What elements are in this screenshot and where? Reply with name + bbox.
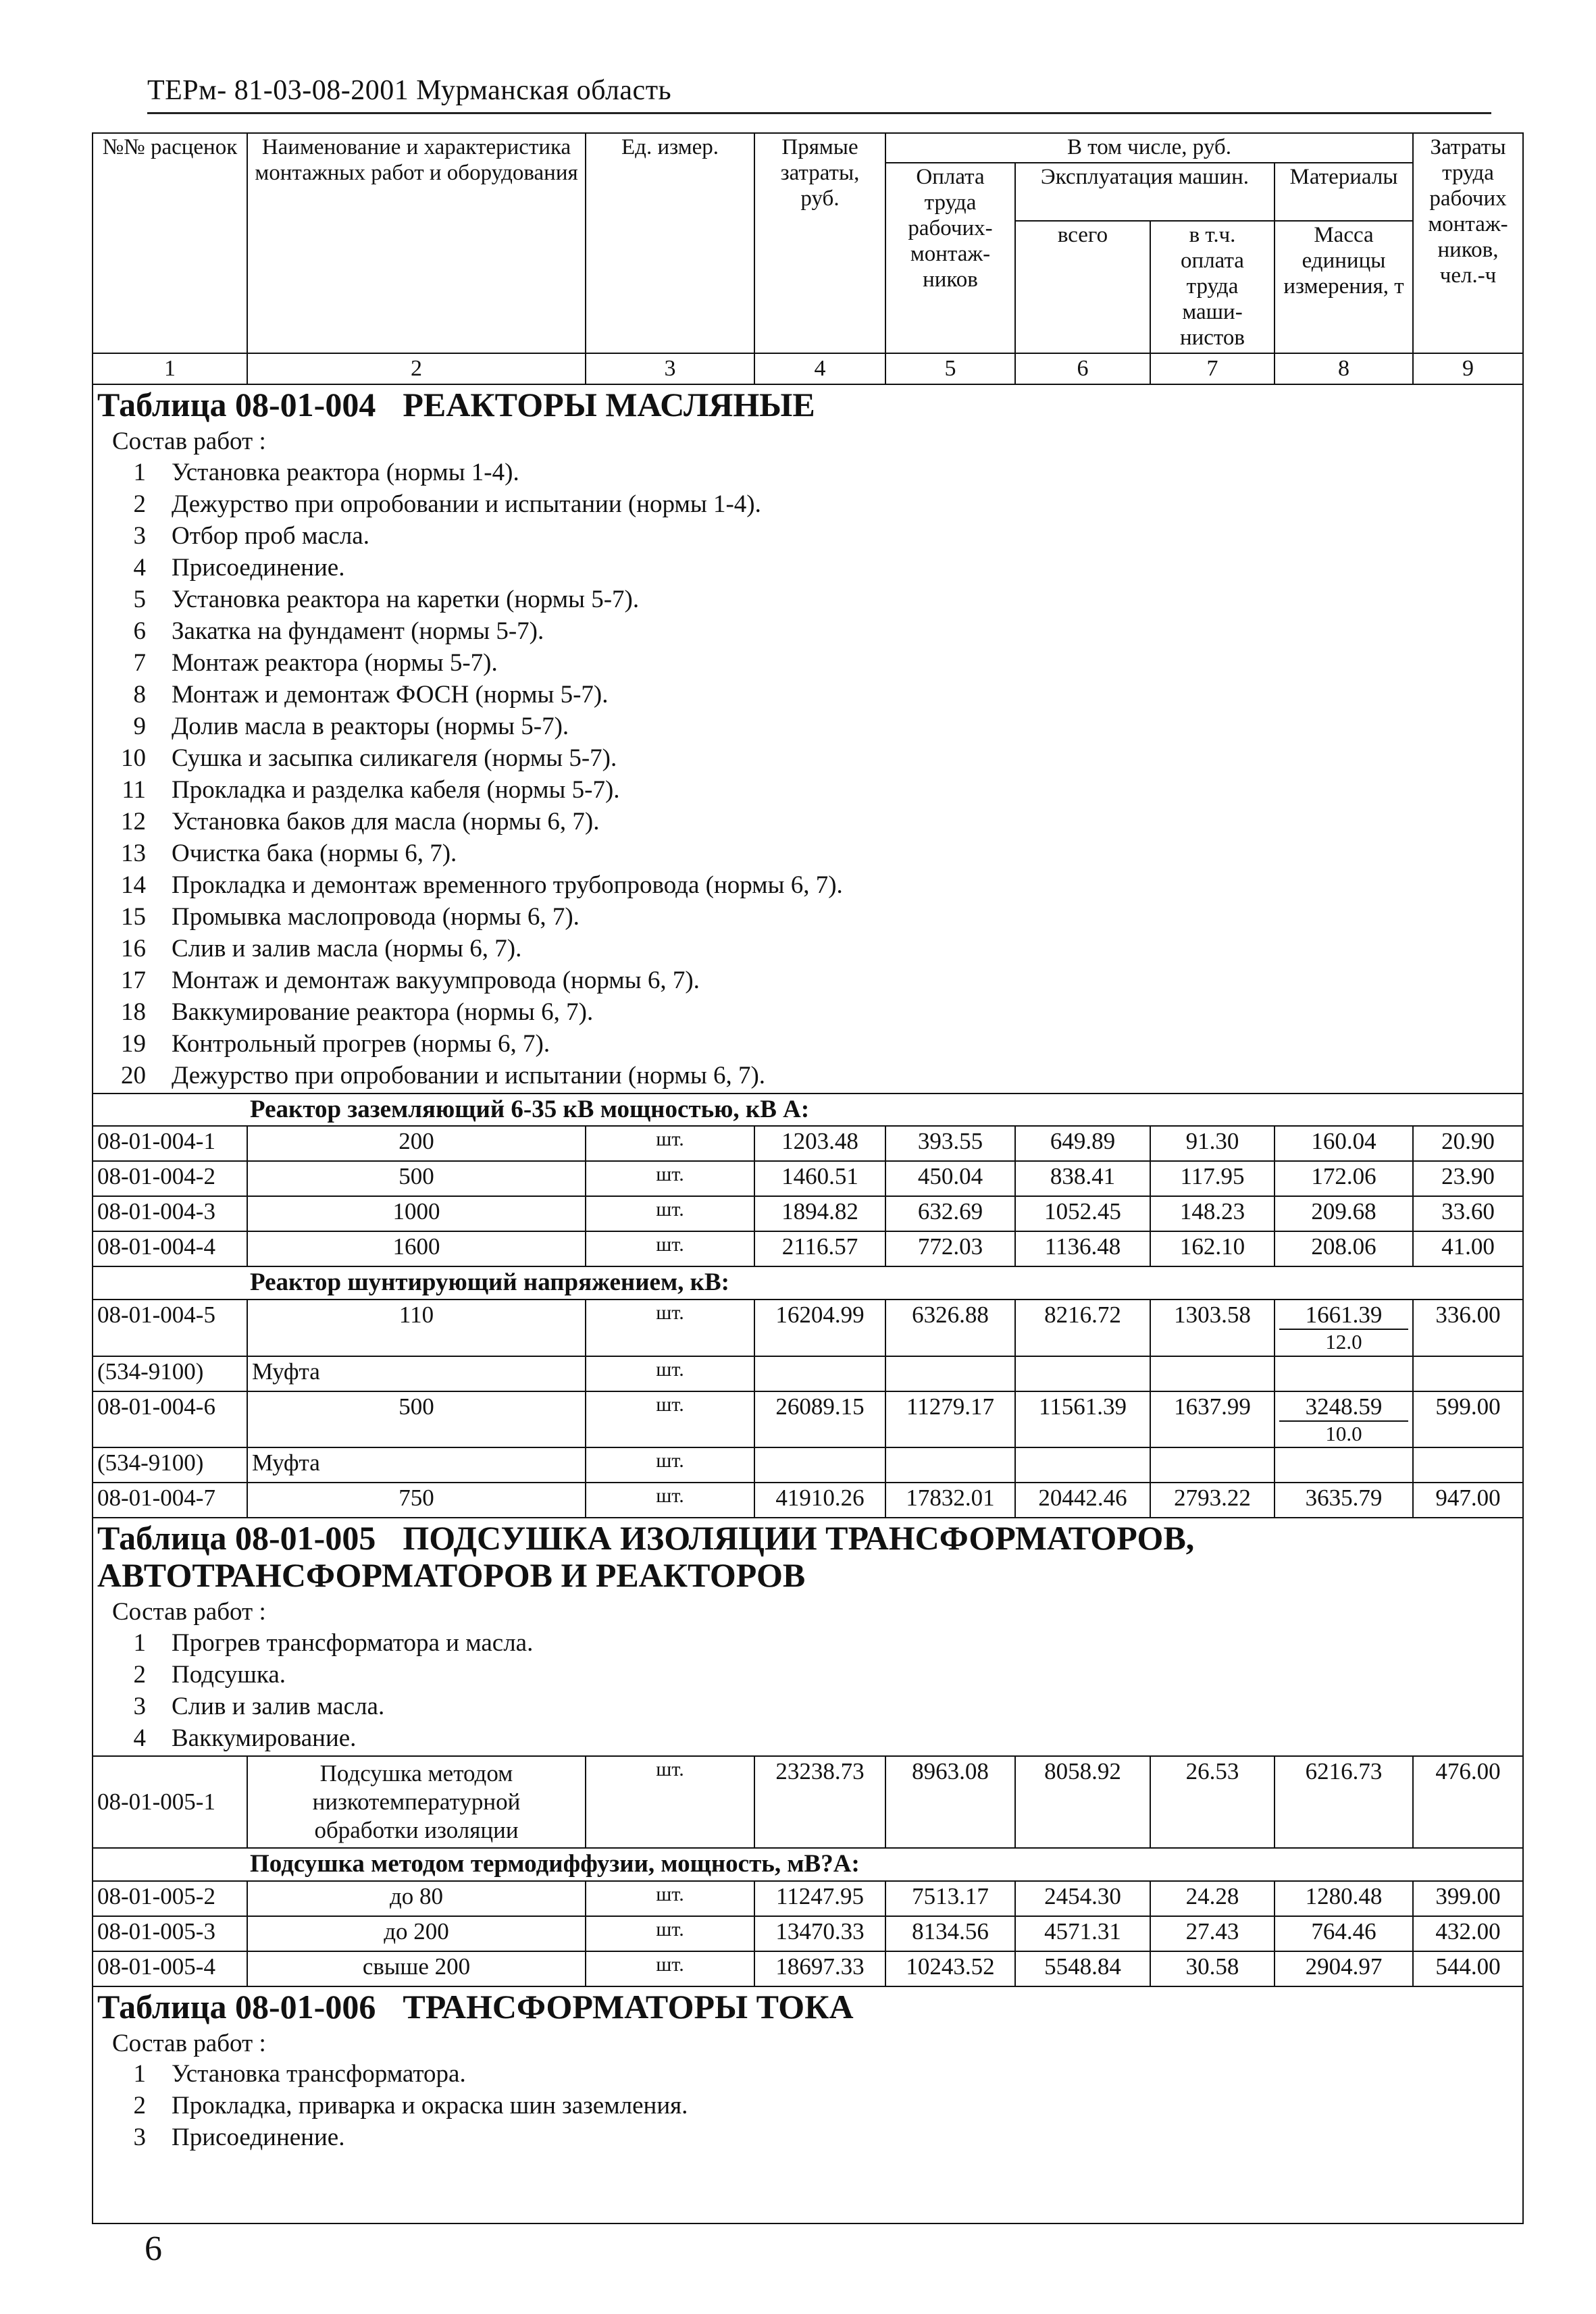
- col-number: 7: [1150, 353, 1275, 384]
- unit-mass: 12.0: [1325, 1329, 1362, 1354]
- table-row: [93, 1161, 1523, 1196]
- table-row: [93, 1951, 1523, 1986]
- table-row: [93, 1756, 1523, 1848]
- work-item-text: Очистка бака (нормы 6, 7).: [172, 839, 457, 867]
- col-head-machines: Эксплуатация машин.: [1015, 163, 1275, 221]
- work-item: [97, 2122, 1518, 2153]
- wages: 17832.01: [885, 1483, 1015, 1518]
- wages: 393.55: [885, 1126, 1015, 1161]
- work-item-text: Ваккумирование.: [172, 1724, 357, 1752]
- work-item-text: Отбор проб масла.: [172, 521, 369, 550]
- work-item-text: Установка трансформатора.: [172, 2060, 466, 2088]
- work-item: [97, 2090, 1518, 2122]
- col-head-codes: №№ расценок: [93, 133, 247, 353]
- materials-cost: 160.04: [1275, 1126, 1413, 1161]
- work-item: [97, 615, 1518, 647]
- col-number: 2: [247, 353, 586, 384]
- machinist-wages: 148.23: [1150, 1196, 1275, 1231]
- work-item-text: Установка реактора (нормы 1-4).: [172, 458, 519, 486]
- table-name: ПОДСУШКА ИЗОЛЯЦИИ ТРАНСФОРМАТОРОВ,: [403, 1519, 1195, 1558]
- work-item-number: 7: [133, 648, 146, 677]
- work-item-text: Установка баков для масла (нормы 6, 7).: [172, 807, 600, 835]
- rate-code: 08-01-005-1: [93, 1756, 247, 1848]
- work-item-number: 1: [133, 2060, 146, 2088]
- work-item: [97, 711, 1518, 742]
- materials-cost: 3248.59: [1279, 1393, 1408, 1422]
- header-row-1: [93, 133, 1523, 163]
- rate-unit: шт.: [586, 1300, 754, 1356]
- section-t006: [93, 1986, 1523, 2223]
- labor-hours: 399.00: [1413, 1881, 1523, 1916]
- work-item-number: 2: [133, 490, 146, 518]
- work-item-number: 8: [133, 680, 146, 709]
- work-list: [97, 2058, 1518, 2153]
- col-head-labor: Затраты труда рабочих монтаж-ников, чел.-ч: [1413, 133, 1523, 353]
- machines-total: 4571.31: [1015, 1916, 1150, 1951]
- column-numbers-row: [93, 353, 1523, 384]
- subgroup-heading: Реактор заземляющий 6-35 кВ мощностью, кВ А:: [93, 1094, 1523, 1127]
- work-item-text: Присоединение.: [172, 553, 345, 582]
- materials-cost: 2904.97: [1275, 1951, 1413, 1986]
- work-item-number: 17: [121, 966, 146, 994]
- table-title: [97, 386, 1518, 423]
- machines-total: 2454.30: [1015, 1881, 1150, 1916]
- rate-name: 1600: [247, 1231, 586, 1266]
- table-name: ТРАНСФОРМАТОРЫ ТОКА: [403, 1987, 854, 2026]
- direct-costs: 1460.51: [754, 1161, 885, 1196]
- machines-total: 5548.84: [1015, 1951, 1150, 1986]
- materials-cost: 208.06: [1275, 1231, 1413, 1266]
- work-item: [97, 901, 1518, 933]
- work-item-text: Слив и залив масла (нормы 6, 7).: [172, 934, 522, 962]
- table-row: [93, 1300, 1523, 1356]
- resource-code: (534-9100): [93, 1447, 247, 1483]
- machines-total: 1052.45: [1015, 1196, 1150, 1231]
- work-composition-label: Состав работ :: [112, 428, 266, 455]
- work-item-text: Прокладка и демонтаж временного трубопровода (нормы 6, 7).: [172, 871, 843, 899]
- direct-costs: 23238.73: [754, 1756, 885, 1848]
- unit-mass: 10.0: [1325, 1421, 1362, 1445]
- col-number: 1: [93, 353, 247, 384]
- machines-total: 649.89: [1015, 1126, 1150, 1161]
- work-item: [97, 679, 1518, 711]
- work-item-text: Контрольный прогрев (нормы 6, 7).: [172, 1029, 550, 1058]
- work-item: [97, 774, 1518, 806]
- rate-unit: шт.: [586, 1126, 754, 1161]
- work-item: [97, 1722, 1518, 1754]
- table-row: [93, 1881, 1523, 1916]
- work-item-text: Дежурство при опробовании и испытании (нормы 6, 7).: [172, 1061, 766, 1089]
- machinist-wages: 24.28: [1150, 1881, 1275, 1916]
- work-list: [97, 457, 1518, 1091]
- direct-costs: 1203.48: [754, 1126, 885, 1161]
- rate-name: 500: [247, 1161, 586, 1196]
- materials-cost: 3635.79: [1275, 1483, 1413, 1518]
- machinist-wages: 1637.99: [1150, 1391, 1275, 1448]
- rate-unit: шт.: [586, 1881, 754, 1916]
- materials-cost: 1661.39: [1279, 1302, 1408, 1330]
- section-t004: [93, 384, 1523, 1094]
- work-item-number: 6: [133, 617, 146, 645]
- rate-unit: шт.: [586, 1391, 754, 1448]
- work-item-number: 3: [133, 521, 146, 550]
- work-item-text: Прокладка, приварка и окраска шин заземления.: [172, 2092, 688, 2120]
- rate-name: 1000: [247, 1196, 586, 1231]
- work-item-number: 3: [133, 1692, 146, 1720]
- table-row-sub: [93, 1447, 1523, 1483]
- rate-code: 08-01-004-6: [93, 1391, 247, 1448]
- machinist-wages: 30.58: [1150, 1951, 1275, 1986]
- direct-costs: 2116.57: [754, 1231, 885, 1266]
- work-item: [97, 742, 1518, 774]
- rate-unit: шт.: [586, 1196, 754, 1231]
- machines-total: 11561.39: [1015, 1391, 1150, 1448]
- table-number: Таблица 08-01-006: [97, 1987, 376, 2026]
- col-head-direct-costs: Прямые затраты, руб.: [754, 133, 885, 353]
- work-item-text: Подсушка.: [172, 1660, 286, 1689]
- materials-cost: 764.46: [1275, 1916, 1413, 1951]
- labor-hours: 33.60: [1413, 1196, 1523, 1231]
- work-item-text: Дежурство при опробовании и испытании (нормы 1-4).: [172, 490, 761, 518]
- table-row: [93, 1231, 1523, 1266]
- machines-total: 838.41: [1015, 1161, 1150, 1196]
- wages: 772.03: [885, 1231, 1015, 1266]
- rate-name: 750: [247, 1483, 586, 1518]
- work-item-number: 18: [121, 998, 146, 1026]
- direct-costs: 13470.33: [754, 1916, 885, 1951]
- col-number: 8: [1275, 353, 1413, 384]
- rate-name: до 80: [247, 1881, 586, 1916]
- direct-costs: 18697.33: [754, 1951, 885, 1986]
- wages: 6326.88: [885, 1300, 1015, 1356]
- work-item-text: Установка реактора на каретки (нормы 5-7).: [172, 585, 640, 613]
- rate-code: 08-01-004-3: [93, 1196, 247, 1231]
- resource-unit: шт.: [586, 1447, 754, 1483]
- work-item: [97, 869, 1518, 901]
- machinist-wages: 117.95: [1150, 1161, 1275, 1196]
- work-item-text: Прокладка и разделка кабеля (нормы 5-7).: [172, 775, 620, 804]
- labor-hours: 20.90: [1413, 1126, 1523, 1161]
- work-item: [97, 1060, 1518, 1091]
- table-row-sub: [93, 1356, 1523, 1391]
- col-number: 9: [1413, 353, 1523, 384]
- work-item-number: 19: [121, 1029, 146, 1058]
- table-title: [97, 1988, 1518, 2026]
- work-item: [97, 552, 1518, 584]
- work-item-text: Прогрев трансформатора и масла.: [172, 1628, 534, 1657]
- work-item: [97, 488, 1518, 520]
- wages: 11279.17: [885, 1391, 1015, 1448]
- machines-total: 8058.92: [1015, 1756, 1150, 1848]
- materials-cost: 209.68: [1275, 1196, 1413, 1231]
- work-item-number: 4: [133, 1724, 146, 1752]
- work-composition-label: Состав работ :: [112, 2029, 266, 2057]
- labor-hours: 41.00: [1413, 1231, 1523, 1266]
- direct-costs: 26089.15: [754, 1391, 885, 1448]
- work-item: [97, 996, 1518, 1028]
- machinist-wages: 26.53: [1150, 1756, 1275, 1848]
- work-item-number: 10: [121, 744, 146, 772]
- table-number: Таблица 08-01-005: [97, 1519, 376, 1558]
- rate-name: 500: [247, 1391, 586, 1448]
- work-item: [97, 520, 1518, 552]
- rate-unit: шт.: [586, 1756, 754, 1848]
- table-title: [97, 1520, 1518, 1557]
- table-name: РЕАКТОРЫ МАСЛЯНЫЕ: [403, 386, 815, 423]
- subgroup-heading: Реактор шунтирующий напряжением, кВ:: [93, 1266, 1523, 1300]
- work-item-number: 13: [121, 839, 146, 867]
- work-item-number: 20: [121, 1061, 146, 1089]
- work-item-text: Ваккумирование реактора (нормы 6, 7).: [172, 998, 594, 1026]
- direct-costs: 1894.82: [754, 1196, 885, 1231]
- work-item: [97, 806, 1518, 838]
- document-header: ТЕРм- 81-03-08-2001 Мурманская область: [147, 75, 672, 106]
- col-number: 5: [885, 353, 1015, 384]
- machinist-wages: 1303.58: [1150, 1300, 1275, 1356]
- col-head-unit-mass: Масса единицы измерения, т: [1275, 221, 1413, 353]
- table-row: [93, 1126, 1523, 1161]
- work-item-text: Долив масла в реакторы (нормы 5-7).: [172, 712, 569, 740]
- rate-code: 08-01-004-4: [93, 1231, 247, 1266]
- work-item-text: Сушка и засыпка силикагеля (нормы 5-7).: [172, 744, 617, 772]
- direct-costs: 11247.95: [754, 1881, 885, 1916]
- section-t005: [93, 1518, 1523, 1756]
- rate-code: 08-01-004-7: [93, 1483, 247, 1518]
- rate-name: до 200: [247, 1916, 586, 1951]
- col-head-machines-total: всего: [1015, 221, 1150, 353]
- materials-cost: 172.06: [1275, 1161, 1413, 1196]
- rate-unit: шт.: [586, 1483, 754, 1518]
- wages: 632.69: [885, 1196, 1015, 1231]
- table-row: [93, 1483, 1523, 1518]
- col-head-name: Наименование и характеристика монтажных работ и оборудования: [247, 133, 586, 353]
- labor-hours: 947.00: [1413, 1483, 1523, 1518]
- machinist-wages: 27.43: [1150, 1916, 1275, 1951]
- wages: 7513.17: [885, 1881, 1015, 1916]
- work-item-number: 1: [133, 458, 146, 486]
- direct-costs: 41910.26: [754, 1483, 885, 1518]
- wages: 8963.08: [885, 1756, 1015, 1848]
- wages: 450.04: [885, 1161, 1015, 1196]
- rates-table: [92, 132, 1524, 2224]
- work-composition-label: Состав работ :: [112, 1598, 266, 1626]
- table-number: Таблица 08-01-004: [97, 386, 376, 423]
- rate-name: 110: [247, 1300, 586, 1356]
- materials: [1275, 1300, 1413, 1356]
- direct-costs: 16204.99: [754, 1300, 885, 1356]
- labor-hours: 23.90: [1413, 1161, 1523, 1196]
- rate-unit: шт.: [586, 1916, 754, 1951]
- machines-total: 8216.72: [1015, 1300, 1150, 1356]
- work-item-number: 4: [133, 553, 146, 582]
- work-item-number: 3: [133, 2124, 146, 2152]
- rate-unit: шт.: [586, 1231, 754, 1266]
- rate-code: 08-01-005-4: [93, 1951, 247, 1986]
- work-item-number: 5: [133, 585, 146, 613]
- work-item: [97, 933, 1518, 965]
- work-item: [97, 838, 1518, 869]
- rate-code: 08-01-004-2: [93, 1161, 247, 1196]
- rate-code: 08-01-005-2: [93, 1881, 247, 1916]
- work-item: [97, 965, 1518, 996]
- work-item-text: Присоединение.: [172, 2124, 345, 2152]
- wages: 10243.52: [885, 1951, 1015, 1986]
- work-item-text: Закатка на фундамент (нормы 5-7).: [172, 617, 544, 645]
- machinist-wages: 91.30: [1150, 1126, 1275, 1161]
- work-item: [97, 1028, 1518, 1060]
- header-rule: [147, 112, 1491, 114]
- work-item: [97, 1691, 1518, 1722]
- work-item-text: Слив и залив масла.: [172, 1692, 385, 1720]
- work-item-number: 14: [121, 871, 146, 899]
- labor-hours: 544.00: [1413, 1951, 1523, 1986]
- work-item-number: 2: [133, 2092, 146, 2120]
- rate-code: 08-01-004-1: [93, 1126, 247, 1161]
- col-number: 3: [586, 353, 754, 384]
- rate-unit: шт.: [586, 1951, 754, 1986]
- work-item-number: 15: [121, 902, 146, 931]
- machines-total: 1136.48: [1015, 1231, 1150, 1266]
- work-item-number: 9: [133, 712, 146, 740]
- resource-name: Муфта: [247, 1356, 586, 1391]
- col-head-unit: Ед. измер.: [586, 133, 754, 353]
- work-item-number: 2: [133, 1660, 146, 1689]
- rate-name: Подсушка методом низкотемпературной обработки изоляции: [247, 1756, 586, 1848]
- col-number: 4: [754, 353, 885, 384]
- rate-code: 08-01-005-3: [93, 1916, 247, 1951]
- work-item: [97, 1659, 1518, 1691]
- wages: 8134.56: [885, 1916, 1015, 1951]
- work-item-text: Монтаж реактора (нормы 5-7).: [172, 648, 498, 677]
- materials-cost: 6216.73: [1275, 1756, 1413, 1848]
- col-head-machinist-wages: в т.ч. оплата труда маши-нистов: [1150, 221, 1275, 353]
- work-item: [97, 2058, 1518, 2090]
- work-item: [97, 457, 1518, 488]
- labor-hours: 476.00: [1413, 1756, 1523, 1848]
- resource-name: Муфта: [247, 1447, 586, 1483]
- labor-hours: 599.00: [1413, 1391, 1523, 1448]
- col-number: 6: [1015, 353, 1150, 384]
- resource-code: (534-9100): [93, 1356, 247, 1391]
- resource-unit: шт.: [586, 1356, 754, 1391]
- work-item: [97, 647, 1518, 679]
- work-list: [97, 1627, 1518, 1754]
- labor-hours: 432.00: [1413, 1916, 1523, 1951]
- col-head-including: В том числе, руб.: [885, 133, 1413, 163]
- work-item-text: Монтаж и демонтаж вакуумпровода (нормы 6, 7).: [172, 966, 700, 994]
- materials-cost: 1280.48: [1275, 1881, 1413, 1916]
- rate-code: 08-01-004-5: [93, 1300, 247, 1356]
- table-title-cont: АВТОТРАНСФОРМАТОРОВ И РЕАКТОРОВ: [97, 1556, 806, 1595]
- page-number: 6: [145, 2230, 162, 2268]
- work-item: [97, 1627, 1518, 1659]
- col-head-materials: Материалы: [1275, 163, 1413, 221]
- rate-name: свыше 200: [247, 1951, 586, 1986]
- table-row: [93, 1391, 1523, 1448]
- rate-unit: шт.: [586, 1161, 754, 1196]
- col-head-wages: Оплата труда рабочих-монтаж-ников: [885, 163, 1015, 353]
- table-row: [93, 1196, 1523, 1231]
- labor-hours: 336.00: [1413, 1300, 1523, 1356]
- work-item: [97, 584, 1518, 615]
- work-item-number: 1: [133, 1628, 146, 1657]
- work-item-text: Промывка маслопровода (нормы 6, 7).: [172, 902, 580, 931]
- work-item-number: 16: [121, 934, 146, 962]
- machinist-wages: 2793.22: [1150, 1483, 1275, 1518]
- machines-total: 20442.46: [1015, 1483, 1150, 1518]
- work-item-number: 12: [121, 807, 146, 835]
- table-row: [93, 1916, 1523, 1951]
- materials: [1275, 1391, 1413, 1448]
- work-item-number: 11: [122, 775, 146, 804]
- subgroup-heading: Подсушка методом термодиффузии, мощность, мВ?А:: [93, 1848, 1523, 1881]
- work-item-text: Монтаж и демонтаж ФОСН (нормы 5-7).: [172, 680, 609, 709]
- rate-name: 200: [247, 1126, 586, 1161]
- machinist-wages: 162.10: [1150, 1231, 1275, 1266]
